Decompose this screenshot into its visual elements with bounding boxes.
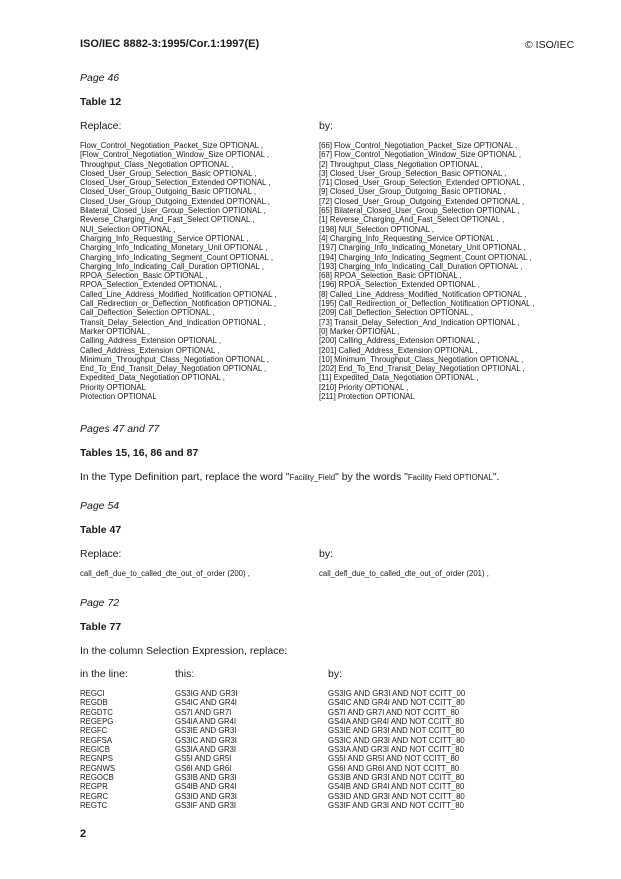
table-row-this: GS7I AND GR7I: [175, 707, 232, 717]
replace-list-item: Call_Deflection_Selection OPTIONAL ,: [80, 308, 215, 318]
table-row-this: GS5I AND GR5I: [175, 754, 232, 764]
by-list: [319, 141, 535, 401]
replace-list-item: Charging_Info_Indicating_Segment_Count OPTIONAL ,: [80, 252, 274, 262]
by-list-item: [73] Transit_Delay_Selection_And_Indication OPTIONAL ,: [319, 317, 520, 327]
by-list-item: [197] Charging_Info_Indicating_Monetary_Unit OPTIONAL ,: [319, 243, 526, 253]
table-row-by: GS7I AND GR7I AND NOT CCITT_80: [328, 707, 460, 717]
replace-code: call_defl_due_to_called_dte_out_of_order (200) ,: [80, 569, 250, 578]
replace-list-item: Charging_Info_Requesting_Service OPTIONAL ,: [80, 233, 249, 243]
by-list-item: [11] Expedited_Data_Negotiation OPTIONAL ,: [319, 373, 479, 383]
col-line-values: [80, 689, 115, 810]
table-row-line: REGDTC: [80, 707, 113, 717]
by-list-item: [0] Marker OPTIONAL ,: [319, 326, 400, 336]
replace-list-item: Protection OPTIONAL: [80, 392, 157, 402]
old-word: Facility_Field: [289, 473, 336, 482]
replace-list-item: Throughput_Class_Negotiation OPTIONAL ,: [80, 159, 234, 169]
replace-list-item: Charging_Info_Indicating_Monetary_Unit OPTIONAL ,: [80, 243, 268, 253]
replace-list-item: Calling_Address_Extension OPTIONAL ,: [80, 336, 221, 346]
by-code: call_defl_due_to_called_dte_out_of_order (201) ,: [319, 569, 489, 578]
table-row-line: REGOCB: [80, 773, 114, 783]
new-words: Facility Field OPTIONAL: [407, 473, 493, 482]
table-row-line: REGCI: [80, 689, 105, 698]
replace-list-item: End_To_End_Transit_Delay_Negotiation OPTIONAL ,: [80, 364, 267, 374]
replace-list-item: Bilateral_Closed_User_Group_Selection OPTIONAL ,: [80, 206, 266, 216]
page-label-46: Page 46: [80, 72, 120, 84]
table-row-by: GS6I AND GR6I AND NOT CCITT_80: [328, 763, 460, 773]
replace-list-item: [Flow_Control_Negotiation_Window_Size OPTIONAL ,: [80, 150, 270, 160]
table-title-12: Table 12: [80, 96, 122, 108]
by-list-item: [66] Flow_Control_Negotiation_Packet_Size OPTIONAL ,: [319, 141, 518, 150]
by-list-item: [72] Closed_User_Group_Outgoing_Extended OPTIONAL ,: [319, 196, 525, 206]
col-header-by: by:: [328, 668, 343, 680]
table-row-line: REGFC: [80, 726, 108, 736]
table-title-77: Table 77: [80, 621, 122, 633]
table-row-line: REGTC: [80, 801, 108, 811]
table-row-by: GS5I AND GR5I AND NOT CCITT_80: [328, 754, 460, 764]
replace-list-item: RPOA_Selection_Basic OPTIONAL ,: [80, 271, 208, 281]
replace-list-item: Marker OPTIONAL ,: [80, 326, 150, 336]
by-list-item: [202] End_To_End_Transit_Delay_Negotiation OPTIONAL ,: [319, 364, 525, 374]
replace-list-item: Minimum_Throughput_Class_Negotiation OPTIONAL ,: [80, 354, 270, 364]
table-row-line: REGNPS: [80, 754, 113, 764]
table-row-line: REGICB: [80, 745, 110, 755]
table-row-line: REGPR: [80, 782, 108, 792]
table-row-by: GS4IC AND GR4I AND NOT CCITT_80: [328, 698, 465, 708]
by-list-item: [4] Charging_Info_Requesting_Service OPTIONAL ,: [319, 233, 499, 243]
page-label-47-77: Pages 47 and 77: [80, 423, 160, 435]
table-row-this: GS3IG AND GR3I: [175, 689, 238, 698]
by-list-item: [195] Call_Redirection_or_Deflection_Notification OPTIONAL ,: [319, 299, 535, 309]
replace-list-item: Call_Redirection_or_Deflection_Notification OPTIONAL ,: [80, 299, 277, 309]
replace-list-item: Flow_Control_Negotiation_Packet_Size OPTIONAL ,: [80, 141, 264, 150]
table-row-by: GS3IG AND GR3I AND NOT CCITT_00: [328, 689, 466, 698]
table-row-by: GS3IC AND GR3I AND NOT CCITT_80: [328, 735, 465, 745]
replace-label: Replace:: [80, 120, 122, 132]
table-row-by: GS4IB AND GR4I AND NOT CCITT_80: [328, 782, 465, 792]
table-row-line: REGRC: [80, 791, 109, 801]
col-by-values: [328, 689, 465, 810]
replace-list-item: Transit_Delay_Selection_And_Indication OPTIONAL ,: [80, 317, 266, 327]
by-list-item: [3] Closed_User_Group_Selection_Basic OPTIONAL ,: [319, 168, 507, 178]
replace-list-item: RPOA_Selection_Extended OPTIONAL ,: [80, 280, 222, 290]
table-row-this: GS3IC AND GR3I: [175, 735, 237, 745]
replace-label-2: Replace:: [80, 548, 122, 560]
by-list-item: [10] Minimum_Throughput_Class_Negotiation OPTIONAL ,: [319, 354, 524, 364]
table-row-line: REGEPG: [80, 717, 114, 727]
instruction-text-a: In the Type Definition part, replace the word ": [80, 471, 290, 483]
replace-list-item: Expedited_Data_Negotiation OPTIONAL ,: [80, 373, 225, 383]
replace-list-item: Closed_User_Group_Outgoing_Extended OPTIONAL ,: [80, 196, 270, 206]
by-list-item: [211] Protection OPTIONAL: [319, 392, 415, 402]
instruction-text-c: ".: [492, 471, 500, 483]
by-list-item: [9] Closed_User_Group_Outgoing_Basic OPTIONAL ,: [319, 187, 506, 197]
page-label-54: Page 54: [80, 500, 120, 512]
table-row-by: GS3ID AND GR3I AND NOT CCITT_80: [328, 791, 465, 801]
col-header-this: this:: [175, 668, 195, 680]
by-list-item: [68] RPOA_Selection_Basic OPTIONAL ,: [319, 271, 462, 281]
table-row-by: GS3IA AND GR3I AND NOT CCITT_80: [328, 745, 464, 755]
by-list-item: [2] Throughput_Class_Negotiation OPTIONAL ,: [319, 159, 483, 169]
table-row-by: GS3IE AND GR3I AND NOT CCITT_80: [328, 726, 465, 736]
document-id: ISO/IEC 8882-3:1995/Cor.1:1997(E): [80, 38, 260, 50]
page-number: 2: [80, 828, 87, 840]
replace-list-item: Called_Line_Address_Modified_Notification OPTIONAL ,: [80, 289, 277, 299]
table-row-by: GS4IA AND GR4I AND NOT CCITT_80: [328, 717, 464, 727]
table-row-this: GS3ID AND GR3I: [175, 791, 237, 801]
table-row-this: GS6I AND GR6I: [175, 763, 232, 773]
by-list-item: [198] NUI_Selection OPTIONAL ,: [319, 224, 434, 234]
by-list-item: [196] RPOA_Selection_Extended OPTIONAL ,: [319, 280, 480, 290]
by-list-item: [200] Calling_Address_Extension OPTIONAL ,: [319, 336, 480, 346]
table-row-line: REGFSA: [80, 735, 113, 745]
table-row-by: GS3IB AND GR3I AND NOT CCITT_80: [328, 773, 465, 783]
replace-list-item: Called_Address_Extension OPTIONAL ,: [80, 345, 220, 355]
table-title-47: Table 47: [80, 524, 122, 536]
table-row-this: GS4IA AND GR4I: [175, 717, 237, 727]
by-list-item: [1] Reverse_Charging_And_Fast_Select OPTIONAL ,: [319, 215, 505, 225]
by-label-2: by:: [319, 548, 334, 560]
replace-list-item: Closed_User_Group_Outgoing_Basic OPTIONAL ,: [80, 187, 257, 197]
by-list-item: [193] Charging_Info_Indicating_Call_Duration OPTIONAL ,: [319, 261, 523, 271]
by-label: by:: [319, 120, 334, 132]
table-row-this: GS3IE AND GR3I: [175, 726, 237, 736]
replace-list-item: Closed_User_Group_Selection_Basic OPTIONAL ,: [80, 168, 257, 178]
replace-list-item: NUI_Selection OPTIONAL ,: [80, 224, 176, 234]
by-list-item: [194] Charging_Info_Indicating_Segment_Count OPTIONAL ,: [319, 252, 532, 262]
instruction-text-b: " by the words ": [335, 471, 408, 483]
table-title-15-16-86-87: Tables 15, 16, 86 and 87: [80, 447, 199, 459]
by-list-item: [65] Bilateral_Closed_User_Group_Selection OPTIONAL ,: [319, 206, 520, 216]
col-header-line: in the line:: [80, 668, 128, 680]
by-list-item: [67] Flow_Control_Negotiation_Window_Size OPTIONAL ,: [319, 150, 522, 160]
table-row-line: REGNWS: [80, 763, 116, 773]
table-row-line: REGDB: [80, 698, 108, 708]
by-list-item: [71] Closed_User_Group_Selection_Extended OPTIONAL ,: [319, 178, 525, 188]
copyright-notice: © ISO/IEC: [525, 39, 575, 51]
by-list-item: [210] Priority OPTIONAL ,: [319, 382, 409, 392]
by-list-item: [209] Call_Deflection_Selection OPTIONAL ,: [319, 308, 473, 318]
table-row-this: GS3IA AND GR3I: [175, 745, 237, 755]
page-label-72: Page 72: [80, 597, 120, 609]
replace-list-item: Priority OPTIONAL: [80, 382, 146, 392]
table-row-this: GS4IB AND GR4I: [175, 782, 237, 792]
by-list-item: [8] Called_Line_Address_Modified_Notification OPTIONAL ,: [319, 289, 527, 299]
type-definition-instruction: [80, 471, 499, 483]
replace-list-item: Charging_Info_Indicating_Call_Duration OPTIONAL ,: [80, 261, 264, 271]
selection-expression-intro: In the column Selection Expression, replace:: [80, 645, 288, 657]
table-row-this: GS4IC AND GR4I: [175, 698, 237, 708]
by-list-item: [201] Called_Address_Extension OPTIONAL ,: [319, 345, 478, 355]
replace-list-item: Reverse_Charging_And_Fast_Select OPTIONAL ,: [80, 215, 255, 225]
table-row-this: GS3IB AND GR3I: [175, 773, 237, 783]
replace-list: [80, 141, 276, 401]
replace-list-item: Closed_User_Group_Selection_Extended OPTIONAL ,: [80, 178, 271, 188]
col-this-values: [175, 689, 237, 810]
table-row-by: GS3IF AND GR3I AND NOT CCITT_80: [328, 801, 464, 811]
table-row-this: GS3IF AND GR3I: [175, 801, 237, 811]
